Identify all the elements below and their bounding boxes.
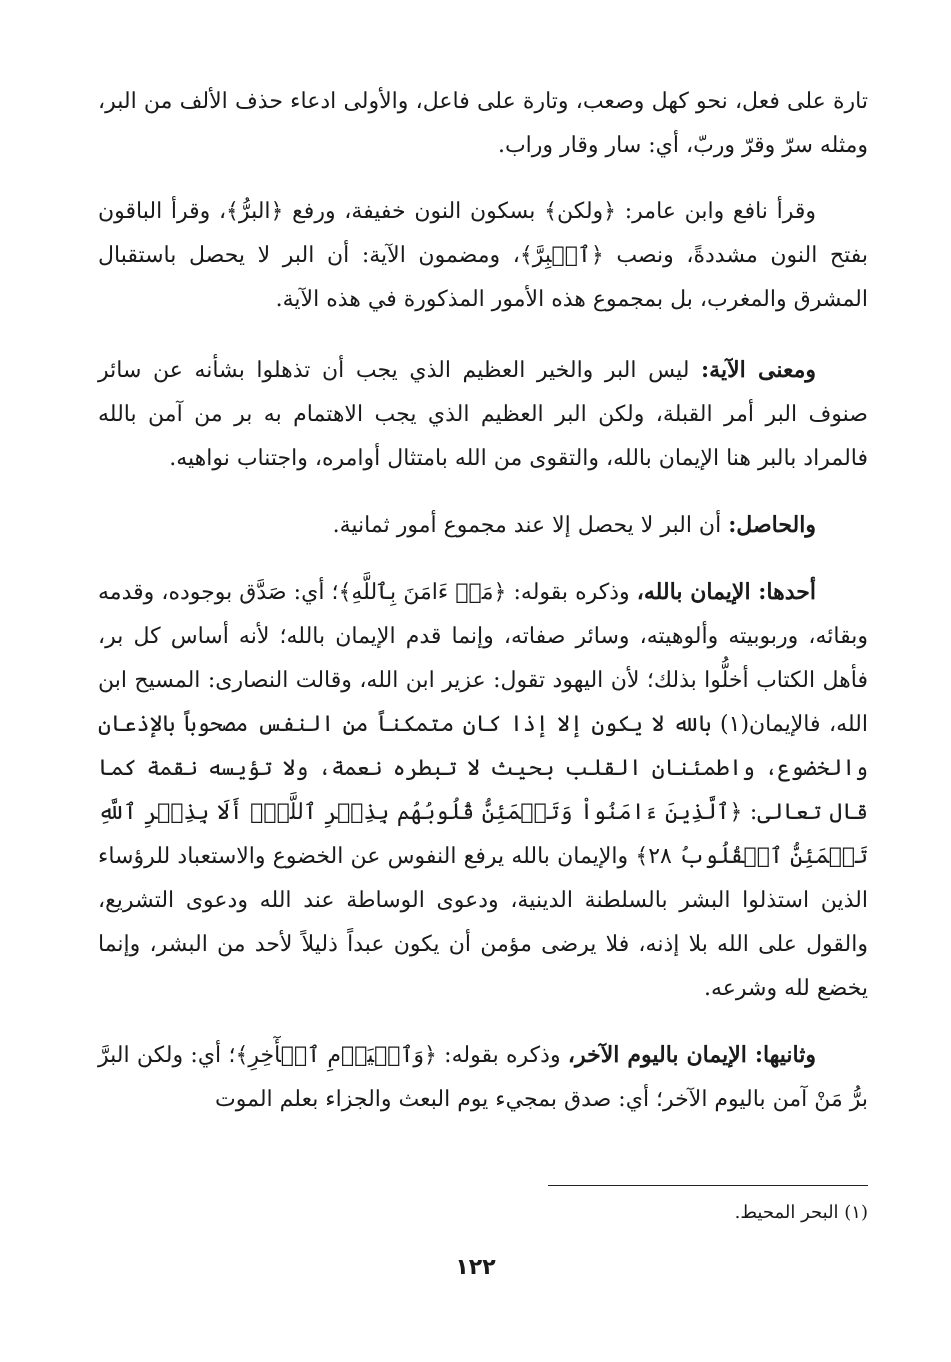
paragraph-1 (98, 80, 868, 168)
footnote-divider (548, 1185, 868, 1186)
paragraph-first-text: وذكره بقوله: ﴿مَنۡ ءَامَنَ بِٱللَّهِ﴾؛ أي: صَدَّق بوجوده، وقدمه وبقائه، وربوبيته وألوهيته، وسائر صفاته، وإنما قدم الإيمان بالله؛ لأنه أساس كل بر، فأهل الكتاب أخلُّوا بذلك؛ لأن اليهود تقول: عزير ابن الله، وقالت النصارى: المسيح ابن الله، فالإيمان(١) بالله لا يكون إلا إذا كان متمكناً من النفس مصحوباً بالإذعان والخضوع، واطمئنان القلب بحيث لا تبطره نعمة، ولا تؤيسه نقمة كما قال تعالى: ﴿ٱلَّذِينَ ءَامَنُواْ وَتَطۡمَئِنُّ قُلُوبُهُم بِذِكۡرِ ٱللَّهِۗ أَلَا بِذِكۡرِ ٱللَّهِ تَطۡمَئِنُّ ٱلۡقُلُوبُ ٢٨﴾ والإيمان بالله يرفع النفوس عن الخضوع والاستعباد للرؤساء الذين استذلوا البشر بالسلطنة الدينية، ودعوى الوساطة عند الله ودعوى التشريع، والقول على الله بلا إذنه، فلا يرضى مؤمن أن يكون عبداً ذليلاً لأحد من البشر، وإنما يخضع لله وشرعه. (98, 580, 868, 1001)
paragraph-meaning-text: ليس البر والخير العظيم الذي يجب أن تذهلوا بشأنه عن سائر صنوف البر أمر القبلة، ولكن البر العظيم الذي يجب الاهتمام به بر من آمن بالله فالمراد بالبر هنا الإيمان بالله، والتقوى من الله بامتثال أوامره، واجتناب نواهيه. (98, 358, 868, 471)
paragraph-first-lead: أحدها: الإيمان بالله، (636, 579, 816, 605)
paragraph-first (98, 570, 868, 1011)
page-number: ١٢٢ (455, 1255, 496, 1280)
paragraph-second-text: وذكره بقوله: ﴿وَٱلۡيَوۡمِ ٱلۡأٓخِرِ﴾؛ أي: ولكن البرَّ برُّ مَنْ آمن باليوم الآخر؛ أي: صدق بمجيء يوم البعث والجزاء بعلم الموت (98, 1043, 868, 1112)
paragraph-summary-text: أن البر لا يحصل إلا عند مجموع أمور ثمانية. (332, 513, 729, 538)
paragraph-2 (98, 190, 868, 322)
paragraph-1-text: تارة على فعل، نحو كهل وصعب، وتارة على فاعل، والأولى ادعاء حذف الألف من البر، ومثله سرّ وقرّ وربّ، أي: سار وقار وراب. (98, 89, 868, 158)
footnote: (١) البحر المحيط. (734, 1202, 868, 1223)
paragraph-meaning-lead: ومعنى الآية: (701, 357, 816, 383)
paragraph-summary (98, 503, 868, 548)
paragraph-meaning (98, 348, 868, 481)
paragraph-2-text: وقرأ نافع وابن عامر: ﴿ولكن﴾ بسكون النون خفيفة، ورفع ﴿البرُّ﴾، وقرأ الباقون بفتح النون مشددةً، ونصب ﴿ٱلۡبِرَّ﴾، ومضمون الآية: أن البر لا يحصل باستقبال المشرق والمغرب، بل بمجموع هذه الأمور المذكورة في هذه الآية. (98, 199, 868, 312)
paragraph-second-lead: وثانيها: الإيمان باليوم الآخر، (567, 1042, 816, 1068)
page-body (98, 80, 868, 1122)
paragraph-second (98, 1033, 868, 1122)
paragraph-summary-lead: والحاصل: (728, 512, 816, 538)
